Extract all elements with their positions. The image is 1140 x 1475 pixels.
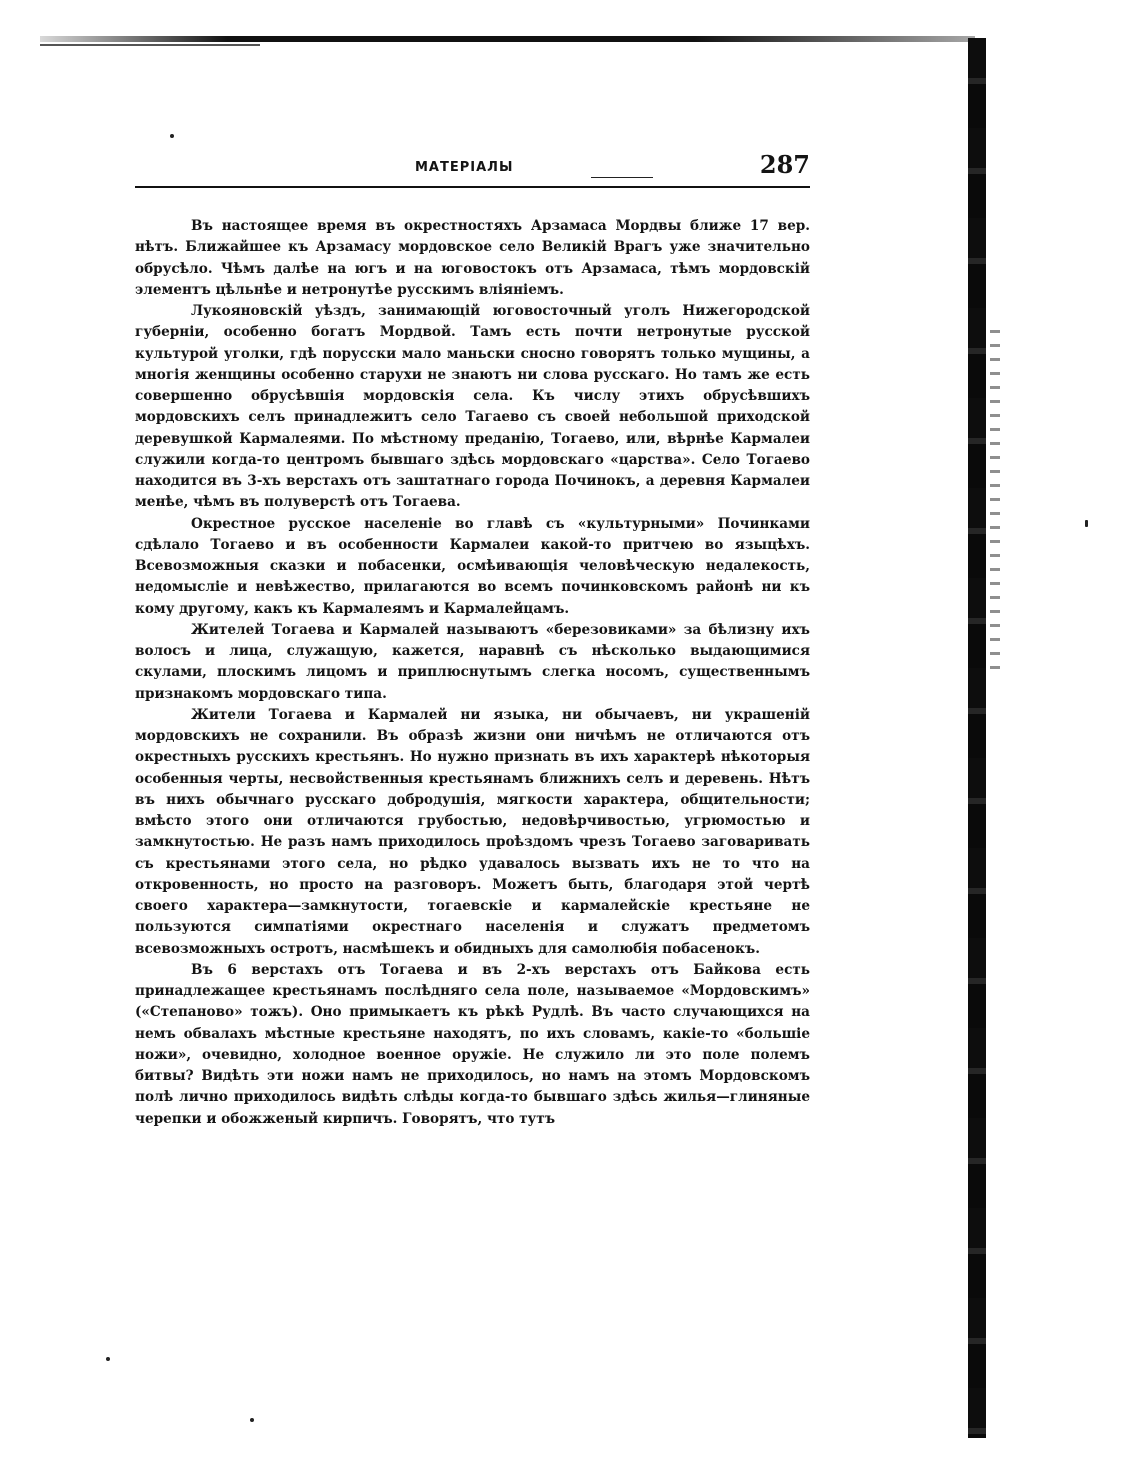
scan-speck [250, 1418, 254, 1422]
header-rule [135, 186, 810, 188]
paragraph: Жители Тогаева и Кармалей ни языка, ни обычаевъ, ни украшеній мордовскихъ не сохранили. Въ образѣ жизни они ничѣмъ не отличаются отъ окрестныхъ русскихъ крестьянъ. Но нужно признать въ ихъ характерѣ нѣкоторыя особенныя черты, несвойственныя крестьянамъ ближнихъ селъ и деревень. Нѣтъ въ нихъ обычнаго русскаго добродушія, мягкости характера, общительности; вмѣсто этого они отличаются грубостью, недовѣрчивостью, угрюмостью и замкнутостью. Не разъ намъ приходилось проѣздомъ чрезъ Тогаево заговаривать съ крестьянами этого села, но рѣдко удавалось вызвать ихъ не то что на откровенность, но просто на разговоръ. Можетъ быть, благодаря этой чертѣ своего характера—замкнутости, тогаевскіе и кармалейскіе крестьяне не пользуются симпатіями окрестнаго населенія и служатъ предметомъ всевозможныхъ остротъ, насмѣшекъ и обидныхъ для самолюбія побасенокъ. [135, 706, 810, 957]
scan-speck [106, 1357, 110, 1361]
paragraph: Окрестное русское населеніе во главѣ съ «культурными» Починками сдѣлало Тогаево и въ особенности Кармалеи какой-то притчею во языцѣхъ. Всевозможныя сказки и побасенки, осмѣивающія человѣческую недалекость, недомысліе и невѣжество, прилагаются во всемъ починковскомъ районѣ ни къ кому другому, какъ къ Кармалеямъ и Кармалейцамъ. [135, 515, 810, 617]
header-short-rule [591, 177, 653, 178]
scan-edge-right [968, 38, 986, 1438]
scan-speck [1085, 520, 1088, 527]
book-page [135, 150, 810, 1127]
scan-edge-top [40, 36, 975, 42]
running-title: МАТЕРІАЛЫ [415, 160, 514, 175]
paragraph: Въ настоящее время въ окрестностяхъ Арзамаса Мордвы ближе 17 вер. нѣтъ. Ближайшее къ Арзамасу мордовское село Великій Врагъ уже значительно обрусѣло. Чѣмъ далѣе на югъ и на юговостокъ отъ Арзамаса, тѣмъ мордовскій элементъ цѣльнѣе и нетронутѣе русскимъ вліяніемъ. [135, 218, 810, 298]
page-header [135, 150, 810, 186]
scan-speck [170, 134, 174, 138]
paragraph: Жителей Тогаева и Кармалей называютъ «березовиками» за бѣлизну ихъ волосъ и лица, служащую, кажется, наравнѣ съ нѣсколько выдающимися скулами, плоскимъ лицомъ и приплюснутымъ слегка носомъ, существеннымъ признакомъ мордовскаго типа. [135, 621, 810, 702]
scan-edge-noise [990, 330, 1000, 680]
body-text [135, 216, 810, 1130]
paragraph: Въ 6 верстахъ отъ Тогаева и въ 2-хъ верстахъ отъ Байкова есть принадлежащее крестьянамъ послѣдняго села поле, называемое «Мордовскимъ» («Степаново» тожъ). Оно примыкаетъ къ рѣкѣ Рудлѣ. Въ часто случающихся на немъ обвалахъ мѣстные крестьяне находятъ, по ихъ словамъ, какіе-то «большіе ножи», очевидно, холодное военное оружіе. Не служило ли это поле полемъ битвы? Видѣть эти ножи намъ не приходилось, но намъ на этомъ Мордовскомъ полѣ лично приходилось видѣть слѣды когда-то бывшаго здѣсь жилья—глиняные черепки и обожженый кирпичъ. Говорятъ, что тутъ [135, 961, 810, 1127]
paragraph: Лукояновскій уѣздъ, занимающій юговосточный уголъ Нижегородской губерніи, особенно богатъ Мордвой. Тамъ есть почти нетронутые русской культурой уголки, гдѣ порусски мало маньски сносно говорятъ только мущины, а многія женщины особенно старухи не знаютъ ни слова русскаго. Но тамъ же есть совершенно обрусѣвшія мордовскія села. Къ числу этихъ обрусѣвшихъ мордовскихъ селъ принадлежитъ село Тагаево съ своей небольшой приходской деревушкой Кармалеями. По мѣстному преданію, Тогаево, или, вѣрнѣе Кармалеи служили когда-то центромъ бывшаго здѣсь мордовскаго «царства». Село Тогаево находится въ 3-хъ верстахъ отъ заштатнаго города Починокъ, а деревня Кармалеи менѣе, чѣмъ въ полуверстѣ отъ Тогаева. [135, 303, 810, 511]
page-number: 287 [759, 150, 810, 179]
scan-edge-top-thin [40, 44, 260, 46]
